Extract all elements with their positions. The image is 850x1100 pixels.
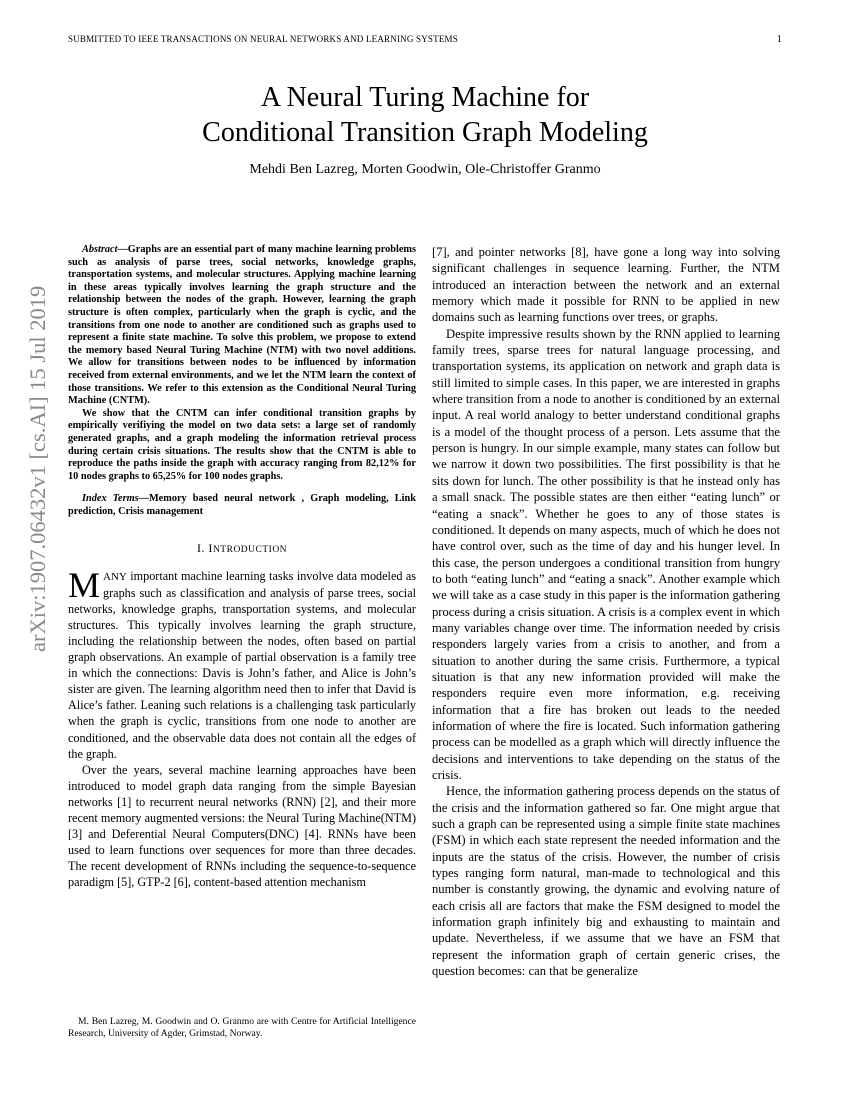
section-name: NTRODUCTION: [212, 545, 288, 556]
section-heading-introduction: [68, 540, 416, 558]
right-paragraph-1: [7], and pointer networks [8], have gone a long way into solving significant challenges in sequence learning. Further, the NTM introduced an interaction between the network and an external memory which made it possible for RNN to be applied in new domains such as learning functions over trees, or graphs.: [432, 245, 780, 325]
index-terms-label: Index Terms: [82, 493, 139, 505]
running-head: [68, 34, 782, 44]
right-paragraph-2: Despite impressive results shown by the RNN applied to learning family trees, sparse trees for natural language processing, and transportation systems, its application on network and graph data is still limited to simple cases. In this paper, we are interested in graphs where transition from a node to another is conditioned by an external input. A real world analogy to better understand conditional graphs is a model of the thought process of a person. Lets assume that the person is hungry. In our simple example, many states can follow but we narrow it down two possibilities. The first possibility is that he sits down for lunch. The other possibility is that he instead only has a small snack. The possible states are then either “eating lunch” or “eating a snack”. Whether he goes to any of those states is conditioned. It depends on many aspects, much of which he does not have control over, such as the time of day and his hunger level. In this case, the person undergoes a conditional transition from hungry to both “eating lunch” and “eating a snack”. Another example which we will take as a case study in this paper is the information gathering process during a crisis situation. A crisis is a complex event in which many variables change over time. The information needed by crisis responders largely varies from a crisis to another, and from a situation to another during the same crisis. Furthermore, a typical situation is that any new information provided will make the responders require even more information, e.g. receiving information that a fire has broken out leads to the needed information of where the fire is located. Such information gathering process can be modelled as a graph which will directly influence the decisions and interventions to take depending on the status of the crisis.: [432, 326, 780, 782]
intro-first-words: ANY: [103, 570, 127, 583]
abstract-paragraph-2: We show that the CNTM can infer conditional transition graphs by empirically verifiying the model on two data sets: a large set of randomly generated graphs, and a graph modeling the information retrieval process during certain crisis situations. The results show that the CNTM is able to reproduce the paths inside the graph with accuracy ranging from 82,12% for 10 nodes graphs to 65,25% for 100 nodes graphs.: [68, 407, 416, 482]
right-column: [432, 244, 780, 979]
abstract-paragraph-1: [68, 244, 416, 408]
abstract-text-1: —Graphs are an essential part of many machine learning problems such as analysis of parse trees, social networks, knowledge graphs, transportation systems, and molecular structures. Applying machine learning in these areas typically involves learning the graph structure and the relationship between the nodes of the graph. However, learning the graph structure is often complex, particularly when the graph is cyclic, and the transitions from one node to another are conditioned such as graphs used to represent a finite state machine. To solve this problem, we propose to extend the memory based Neural Turing Machine (NTM) with two novel additions. We allow for transitions between nodes to be influenced by information received from external environments, and we let the NTM learn the context of those transitions. We refer to this extension as the Conditional Neural Turing Machine (CNTM).: [68, 244, 416, 407]
title-line-2: Conditional Transition Graph Modeling: [202, 117, 648, 148]
arxiv-stamp-text: arXiv:1907.06432v1 [cs.AI] 15 Jul 2019: [25, 285, 50, 652]
left-column: [68, 244, 416, 890]
abstract-label: Abstract: [82, 244, 118, 255]
authors: Mehdi Ben Lazreg, Morten Goodwin, Ole-Christoffer Granmo: [249, 162, 601, 177]
running-head-text: SUBMITTED TO IEEE TRANSACTIONS ON NEURAL NETWORKS AND LEARNING SYSTEMS: [68, 34, 458, 44]
index-terms: [68, 493, 416, 518]
intro-paragraph-1: [68, 564, 416, 762]
intro-paragraph-1-text: important machine learning tasks involve data modeled as graphs such as classification and analysis of parse trees, social networks, knowledge graphs, transportation systems, and molecular structures. This typically involves learning the graph structure, including the relationship between the nodes, often based on partial graph observations. An example of partial observation is a family tree in which the connections: Davis is John’s father, and Alice is John’s sister are given. The learning algorithm need then to infer that David is Alice’s father. Leaning such relations is a challenging task particularly when the graph is cyclic, transitions from one node to another are conditioned, and the observable data does not contain all the edges of the graph.: [68, 568, 416, 761]
intro-paragraph-2: Over the years, several machine learning approaches have been introduced to model graph data ranging from the simple Bayesian networks [1] to recurrent neural networks (RNN) [2], and their more recent memory augmented versions: the Neural Turing Machine(NTM) [3] and Deferential Neural Computers(DNC) [4]. RNNs have been used to learn functions over sequences for more than three decades. The recent development of RNNs including the sequence-to-sequence paradigm [5], GTP-2 [6], content-based attention mechanism: [68, 762, 416, 890]
section-numeral: I. I: [196, 541, 213, 556]
right-paragraph-3: Hence, the information gathering process depends on the status of the crisis and the information gathered so far. One might argue that such a graph can be represented using a simple finite state machines (FSM) in which each state represent the needed information and the inputs are the status of the crisis. However, the number of crisis types ranging form natural, man-made to technological and this number is constantly growing, the dynamic and evolving nature of each crisis all are factors that make the FSM designed to model the information graph infinitely big and exhausting to maintain and update. Nevertheless, if we assume that we have an FSM that represent the information graph of certain generic crises, the question becomes: can that be generalize: [432, 784, 780, 979]
title-line-1: A Neural Turing Machine for: [260, 82, 590, 113]
affiliation-footnote: M. Ben Lazreg, M. Goodwin and O. Granmo are with Centre for Artificial Intelligence Research, University of Agder, Grimstad, Norway.: [68, 1016, 416, 1039]
page-number: 1: [776, 34, 782, 45]
dropcap: M: [68, 564, 101, 605]
paper-title: [0, 80, 850, 150]
index-terms-text: —Memory based neural network , Graph modeling, Link prediction, Crisis management: [68, 493, 416, 517]
